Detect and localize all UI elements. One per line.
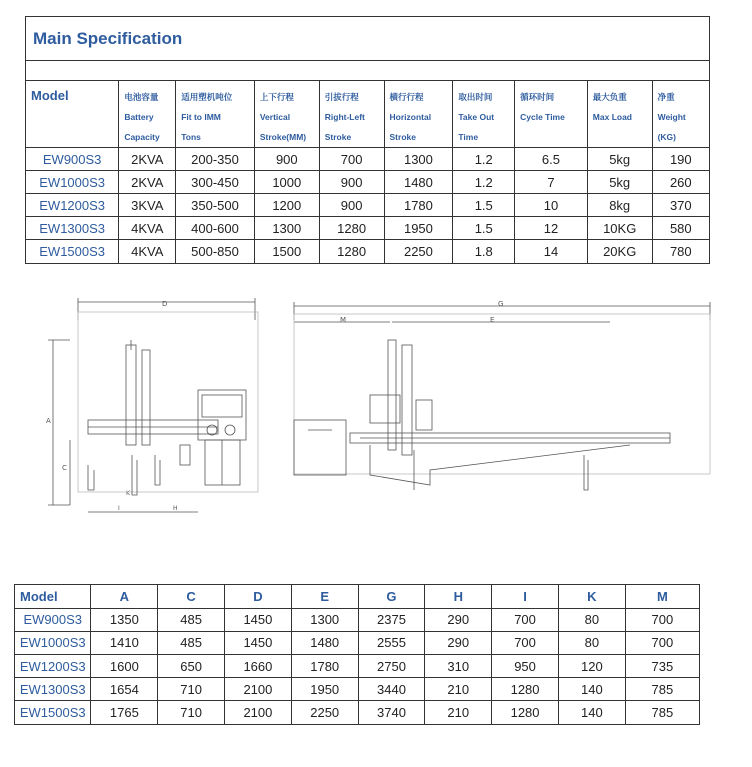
spec-header-cn: 电池容量: [124, 92, 159, 102]
label-K: K: [126, 490, 130, 497]
dimensions-header-cell: Model: [15, 585, 91, 608]
dimensions-table-body: [15, 585, 699, 724]
table-cell: 1654: [91, 678, 158, 701]
table-cell: 120: [558, 655, 625, 678]
table-cell: 80: [558, 608, 625, 631]
table-cell: 780: [669, 243, 692, 259]
table-cell: 1000: [254, 171, 319, 194]
table-cell: 1300: [291, 608, 358, 631]
spec-header-cell: [515, 81, 588, 148]
spec-header-cn: 上下行程: [259, 92, 294, 102]
table-cell: 650: [158, 655, 225, 678]
table-cell: 1280: [319, 240, 384, 263]
spec-header-en2: Stroke: [389, 132, 416, 142]
table-cell: 1280: [319, 217, 384, 240]
table-cell: 310: [425, 655, 492, 678]
dimensions-header-row: [15, 585, 699, 608]
table-cell: 140: [558, 701, 625, 724]
table-cell: 1.8: [453, 240, 515, 263]
table-cell: 1450: [225, 631, 292, 654]
table-cell: 1600: [91, 655, 158, 678]
spec-header-en1: Battery: [124, 112, 154, 122]
table-cell: 1480: [384, 171, 453, 194]
table-cell: 700: [319, 148, 384, 171]
table-cell: 2100: [225, 701, 292, 724]
dimensions-header-cell: A: [91, 585, 158, 608]
table-cell: 700: [492, 608, 559, 631]
table-cell: 4KVA: [119, 240, 176, 263]
table-cell: 14: [515, 240, 588, 263]
table-cell: 3440: [358, 678, 425, 701]
table-cell: 500-850: [176, 240, 255, 263]
table-cell: 8kg: [587, 194, 652, 217]
table-cell: 12: [515, 217, 588, 240]
table-cell: 2375: [358, 608, 425, 631]
spec-header-cn: 横行行程: [389, 92, 424, 102]
table-cell: 1300: [254, 217, 319, 240]
left-view: [46, 298, 258, 512]
table-cell: 1950: [291, 678, 358, 701]
table-cell: 4KVA: [119, 217, 176, 240]
model-cell: EW1200S3: [15, 655, 91, 678]
spec-header-en1: Cycle Time: [520, 112, 565, 122]
table-row: [15, 655, 699, 678]
spec-header-cell: [119, 81, 176, 148]
table-cell: 2KVA: [119, 148, 176, 171]
spec-header-en1: Vertical: [259, 112, 291, 122]
table-cell: 370: [652, 194, 709, 217]
robot-technical-drawing: [30, 290, 720, 530]
table-cell: 1280: [492, 701, 559, 724]
table-cell: 3740: [358, 701, 425, 724]
model-cell: EW1000S3: [26, 171, 119, 194]
spec-header-en1: Max Load: [592, 112, 632, 122]
table-cell: 400-600: [176, 217, 255, 240]
main-specification-section: [25, 16, 710, 264]
spec-table: [26, 81, 709, 263]
spec-header-cn: 最大负重: [592, 92, 627, 102]
table-cell: 290: [425, 631, 492, 654]
table-row: [15, 678, 699, 701]
dimensions-header-cell: G: [358, 585, 425, 608]
model-cell: EW1300S3: [26, 217, 119, 240]
table-cell: 2KVA: [119, 171, 176, 194]
table-cell: 210: [425, 678, 492, 701]
dimensions-header-cell: I: [492, 585, 559, 608]
table-cell: 1200: [254, 194, 319, 217]
table-row: [26, 171, 709, 194]
table-cell: 260: [652, 171, 709, 194]
table-row: [26, 217, 709, 240]
table-row: [26, 148, 709, 171]
table-cell: 1350: [91, 608, 158, 631]
table-cell: 350-500: [176, 194, 255, 217]
spec-header-en2: Stroke: [324, 132, 352, 142]
dimensions-header-cell: K: [558, 585, 625, 608]
table-cell: 485: [158, 631, 225, 654]
spec-header-row: [26, 81, 709, 148]
table-cell: 2750: [358, 655, 425, 678]
label-D: D: [162, 300, 168, 308]
table-cell: 1300: [384, 148, 453, 171]
table-cell: 1.5: [453, 217, 515, 240]
spec-header-en2: Stroke(MM): [259, 132, 307, 142]
spec-header-cell: [176, 81, 255, 148]
table-cell: 700: [625, 608, 699, 631]
table-cell: 300-450: [176, 171, 255, 194]
table-cell: 700: [625, 631, 699, 654]
spec-header-en1: Weight: [657, 112, 686, 122]
table-cell: 1.5: [453, 194, 515, 217]
table-cell: 785: [625, 678, 699, 701]
spec-header-en2: Time: [458, 132, 479, 142]
table-cell: 1765: [91, 701, 158, 724]
table-row: [26, 240, 709, 263]
spec-header-cell: [254, 81, 319, 148]
table-cell: 5kg: [587, 171, 652, 194]
spec-header-cn: 引拔行程: [324, 92, 359, 102]
table-cell: 900: [254, 148, 319, 171]
table-cell: 10: [515, 194, 588, 217]
spec-table-body: [26, 81, 709, 263]
table-cell: 900: [319, 171, 384, 194]
table-cell: 1780: [384, 194, 453, 217]
spec-header-cn: 取出时间: [458, 92, 493, 102]
table-cell: 1950: [384, 217, 453, 240]
table-cell: 1.2: [453, 148, 515, 171]
table-cell: 10KG: [587, 217, 652, 240]
table-cell: 2250: [384, 240, 453, 263]
table-cell: 190: [652, 148, 709, 171]
spec-header-cn: 净重: [657, 92, 675, 102]
table-cell: 710: [158, 701, 225, 724]
label-H: H: [173, 505, 178, 512]
spec-header-en1: Horizontal: [389, 112, 432, 122]
table-cell: 1280: [492, 678, 559, 701]
table-cell: 200-350: [176, 148, 255, 171]
spec-header-en1: Take Out: [458, 112, 495, 122]
table-cell: 290: [425, 608, 492, 631]
table-cell: 785: [651, 705, 674, 721]
table-cell: 1.2: [453, 171, 515, 194]
model-cell: EW1500S3: [15, 701, 91, 724]
spec-header-cn: 循环时间: [520, 92, 555, 102]
table-cell: 735: [625, 655, 699, 678]
table-cell: 1660: [225, 655, 292, 678]
spec-header-cell: [453, 81, 515, 148]
table-cell: 580: [652, 217, 709, 240]
dimensions-header-cell: D: [225, 585, 292, 608]
table-row: [26, 194, 709, 217]
dimensions-header-cell: H: [425, 585, 492, 608]
model-cell: EW1200S3: [26, 194, 119, 217]
table-row: [15, 701, 699, 724]
dimensions-section: [14, 584, 700, 725]
spec-header-label: Model: [31, 88, 69, 103]
table-cell: 6.5: [515, 148, 588, 171]
model-cell: EW1300S3: [15, 678, 91, 701]
label-G: G: [498, 300, 504, 308]
table-cell: 3KVA: [119, 194, 176, 217]
right-view: [294, 300, 710, 490]
spec-title-row: [26, 17, 709, 61]
model-cell: EW1500S3: [26, 240, 119, 263]
table-cell: 2100: [225, 678, 292, 701]
spec-header-en2: Tons: [181, 132, 201, 142]
spec-header-cn: 适用塑机吨位: [181, 92, 233, 102]
label-C: C: [62, 464, 67, 472]
table-cell: 1480: [291, 631, 358, 654]
label-M: M: [340, 316, 347, 324]
table-cell: 140: [558, 678, 625, 701]
table-cell: 1410: [91, 631, 158, 654]
table-cell: 20KG: [587, 240, 652, 263]
table-cell: 7: [515, 171, 588, 194]
dimensions-header-cell: C: [158, 585, 225, 608]
spec-title: Main Specification: [33, 28, 183, 48]
table-cell: 710: [158, 678, 225, 701]
spec-spacer-row: [26, 61, 709, 81]
table-cell: 1780: [291, 655, 358, 678]
table-row: [15, 631, 699, 654]
model-cell: EW900S3: [26, 148, 119, 171]
table-cell: 1450: [225, 608, 292, 631]
spec-header-cell: [319, 81, 384, 148]
table-cell: 950: [492, 655, 559, 678]
spec-header-model: [26, 81, 119, 148]
label-A: A: [46, 417, 51, 425]
table-cell: 900: [319, 194, 384, 217]
spec-header-cell: [652, 81, 709, 148]
spec-header-cell: [587, 81, 652, 148]
table-cell: 485: [158, 608, 225, 631]
model-cell: EW900S3: [15, 608, 91, 631]
table-cell: 700: [492, 631, 559, 654]
label-I: I: [118, 505, 120, 512]
spec-header-cell: [384, 81, 453, 148]
table-cell: 210: [425, 701, 492, 724]
dimensions-header-cell: E: [291, 585, 358, 608]
table-row: [15, 608, 699, 631]
table-cell: 1500: [254, 240, 319, 263]
spec-header-en2: (KG): [657, 132, 676, 142]
spec-header-en1: Right-Left: [324, 112, 365, 122]
dimensions-header-cell: M: [625, 585, 699, 608]
table-cell: 80: [558, 631, 625, 654]
table-cell: 5kg: [587, 148, 652, 171]
table-cell: 2555: [358, 631, 425, 654]
table-cell: 2250: [291, 701, 358, 724]
label-E: E: [490, 316, 495, 324]
dimensions-table: [15, 585, 699, 724]
spec-header-en1: Fit to IMM: [181, 112, 221, 122]
model-cell: EW1000S3: [15, 631, 91, 654]
spec-header-en2: Capacity: [124, 132, 160, 142]
